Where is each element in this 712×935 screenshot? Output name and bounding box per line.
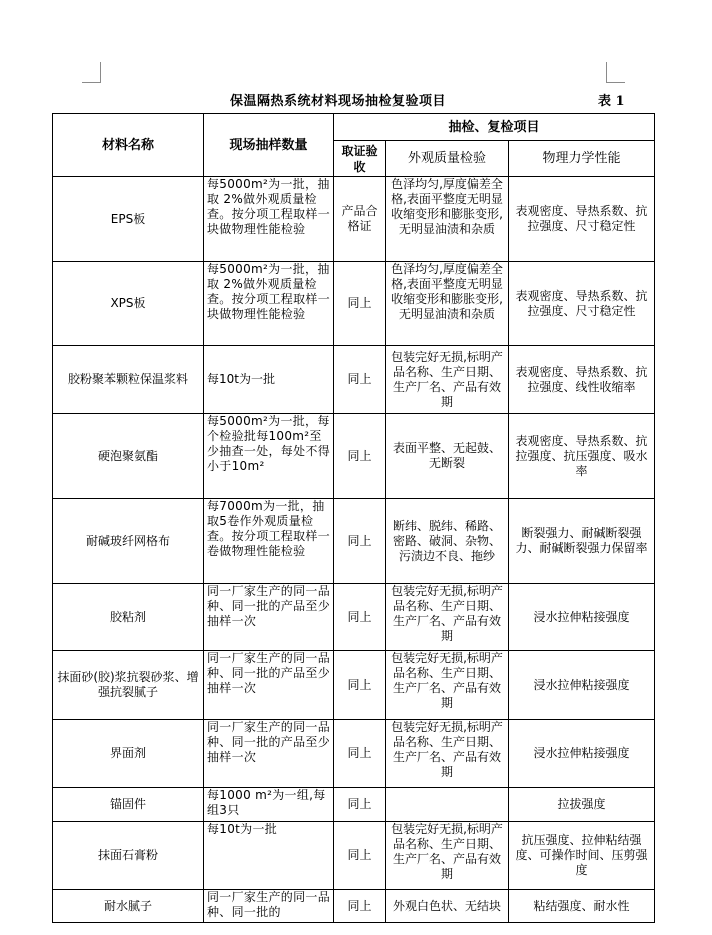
table-number: 表 1 xyxy=(598,94,625,109)
table-row xyxy=(53,177,655,262)
certificate-cell: 同上 xyxy=(334,584,386,651)
appearance-cell: 包装完好无损,标明产品名称、生产日期、生产厂名、产品有效期 xyxy=(386,822,509,890)
table-row xyxy=(53,346,655,414)
appearance-cell: 包装完好无损,标明产品名称、生产日期、生产厂名、产品有效期 xyxy=(386,584,509,651)
material-name-cell: 胶粉聚苯颗粒保温浆料 xyxy=(53,346,204,414)
certificate-cell: 同上 xyxy=(334,890,386,923)
table-row xyxy=(53,262,655,346)
physical-properties-cell: 表观密度、导热系数、抗拉强度、抗压强度、吸水率 xyxy=(509,414,655,499)
certificate-cell: 同上 xyxy=(334,499,386,584)
appearance-cell: 表面平整、无起鼓、无断裂 xyxy=(386,414,509,499)
certificate-cell: 同上 xyxy=(334,414,386,499)
physical-properties-cell: 表观密度、导热系数、抗拉强度、尺寸稳定性 xyxy=(509,262,655,346)
certificate-cell: 同上 xyxy=(334,651,386,720)
table-row xyxy=(53,651,655,720)
material-name-cell: 锚固件 xyxy=(53,788,204,822)
physical-properties-cell: 浸水拉伸粘接强度 xyxy=(509,720,655,788)
crop-mark-top-right-h xyxy=(606,82,625,83)
certificate-cell: 产品合格证 xyxy=(334,177,386,262)
table-row xyxy=(53,890,655,923)
header-physical-properties: 物理力学性能 xyxy=(509,141,655,177)
crop-mark-top-left-v xyxy=(100,62,101,82)
material-name-cell: 硬泡聚氨酯 xyxy=(53,414,204,499)
physical-properties-cell: 拉拔强度 xyxy=(509,788,655,822)
crop-mark-top-left-h xyxy=(82,82,101,83)
certificate-cell: 同上 xyxy=(334,822,386,890)
material-name-cell: 耐水腻子 xyxy=(53,890,204,923)
appearance-cell: 断纬、脱纬、稀路、密路、破洞、杂物、污渍边不良、拖纱 xyxy=(386,499,509,584)
certificate-cell: 同上 xyxy=(334,346,386,414)
physical-properties-cell: 浸水拉伸粘接强度 xyxy=(509,651,655,720)
appearance-cell: 色泽均匀,厚度偏差全格,表面平整度无明显收缩变形和膨胀变形,无明显油渍和杂质 xyxy=(386,177,509,262)
certificate-cell: 同上 xyxy=(334,788,386,822)
sample-quantity-cell: 同一厂家生产的同一品种、同一批的 xyxy=(204,890,334,923)
crop-mark-top-right-v xyxy=(606,62,607,82)
certificate-cell: 同上 xyxy=(334,720,386,788)
physical-properties-cell: 断裂强力、耐碱断裂强力、耐碱断裂强力保留率 xyxy=(509,499,655,584)
table-row xyxy=(53,414,655,499)
sample-quantity-cell: 每10t为一批 xyxy=(204,822,334,890)
sample-quantity-cell: 每5000m²为一批，抽取 2%做外观质量检查。按分项工程取样一块做物理性能检验 xyxy=(204,177,334,262)
appearance-cell xyxy=(386,788,509,822)
inspection-table xyxy=(52,113,655,923)
header-certificate-check: 取证验收 xyxy=(334,141,386,177)
header-sample-quantity: 现场抽样数量 xyxy=(204,114,334,177)
table-row xyxy=(53,499,655,584)
sample-quantity-cell: 每5000m²为一批，抽取 2%做外观质量检查。按分项工程取样一块做物理性能检验 xyxy=(204,262,334,346)
appearance-cell: 包装完好无损,标明产品名称、生产日期、生产厂名、产品有效期 xyxy=(386,720,509,788)
material-name-cell: 抹面石膏粉 xyxy=(53,822,204,890)
material-name-cell: 抹面砂(胶)浆抗裂砂浆、增强抗裂腻子 xyxy=(53,651,204,720)
physical-properties-cell: 抗压强度、拉伸粘结强度、可操作时间、压剪强度 xyxy=(509,822,655,890)
sample-quantity-cell: 同一厂家生产的同一品种、同一批的产品至少抽样一次 xyxy=(204,720,334,788)
appearance-cell: 包装完好无损,标明产品名称、生产日期、生产厂名、产品有效期 xyxy=(386,651,509,720)
material-name-cell: 耐碱玻纤网格布 xyxy=(53,499,204,584)
sample-quantity-cell: 每10t为一批 xyxy=(204,346,334,414)
table-row xyxy=(53,720,655,788)
material-name-cell: EPS板 xyxy=(53,177,204,262)
header-inspection-group: 抽检、复检项目 xyxy=(334,114,655,141)
sample-quantity-cell: 同一厂家生产的同一品种、同一批的产品至少抽样一次 xyxy=(204,584,334,651)
appearance-cell: 色泽均匀,厚度偏差全格,表面平整度无明显收缩变形和膨胀变形,无明显油渍和杂质 xyxy=(386,262,509,346)
material-name-cell: XPS板 xyxy=(53,262,204,346)
header-material-name: 材料名称 xyxy=(53,114,204,177)
sample-quantity-cell: 每1000 m²为一组,每组3只 xyxy=(204,788,334,822)
material-name-cell: 界面剂 xyxy=(53,720,204,788)
table-row xyxy=(53,788,655,822)
certificate-cell: 同上 xyxy=(334,262,386,346)
physical-properties-cell: 表观密度、导热系数、抗拉强度、线性收缩率 xyxy=(509,346,655,414)
sample-quantity-cell: 同一厂家生产的同一品种、同一批的产品至少抽样一次 xyxy=(204,651,334,720)
table-row xyxy=(53,584,655,651)
physical-properties-cell: 粘结强度、耐水性 xyxy=(509,890,655,923)
appearance-cell: 外观白色状、无结块 xyxy=(386,890,509,923)
document-title: 保温隔热系统材料现场抽检复验项目 xyxy=(230,94,447,109)
header-appearance-check: 外观质量检验 xyxy=(386,141,509,177)
physical-properties-cell: 浸水拉伸粘接强度 xyxy=(509,584,655,651)
sample-quantity-cell: 每7000m为一批，抽取5卷作外观质量检查。按分项工程取样一卷做物理性能检验 xyxy=(204,499,334,584)
sample-quantity-cell: 每5000m²为一批，每个检验批每100m²至少抽查一处，每处不得小于10m² xyxy=(204,414,334,499)
table-row xyxy=(53,822,655,890)
material-name-cell: 胶粘剂 xyxy=(53,584,204,651)
physical-properties-cell: 表观密度、导热系数、抗拉强度、尺寸稳定性 xyxy=(509,177,655,262)
appearance-cell: 包装完好无损,标明产品名称、生产日期、生产厂名、产品有效期 xyxy=(386,346,509,414)
